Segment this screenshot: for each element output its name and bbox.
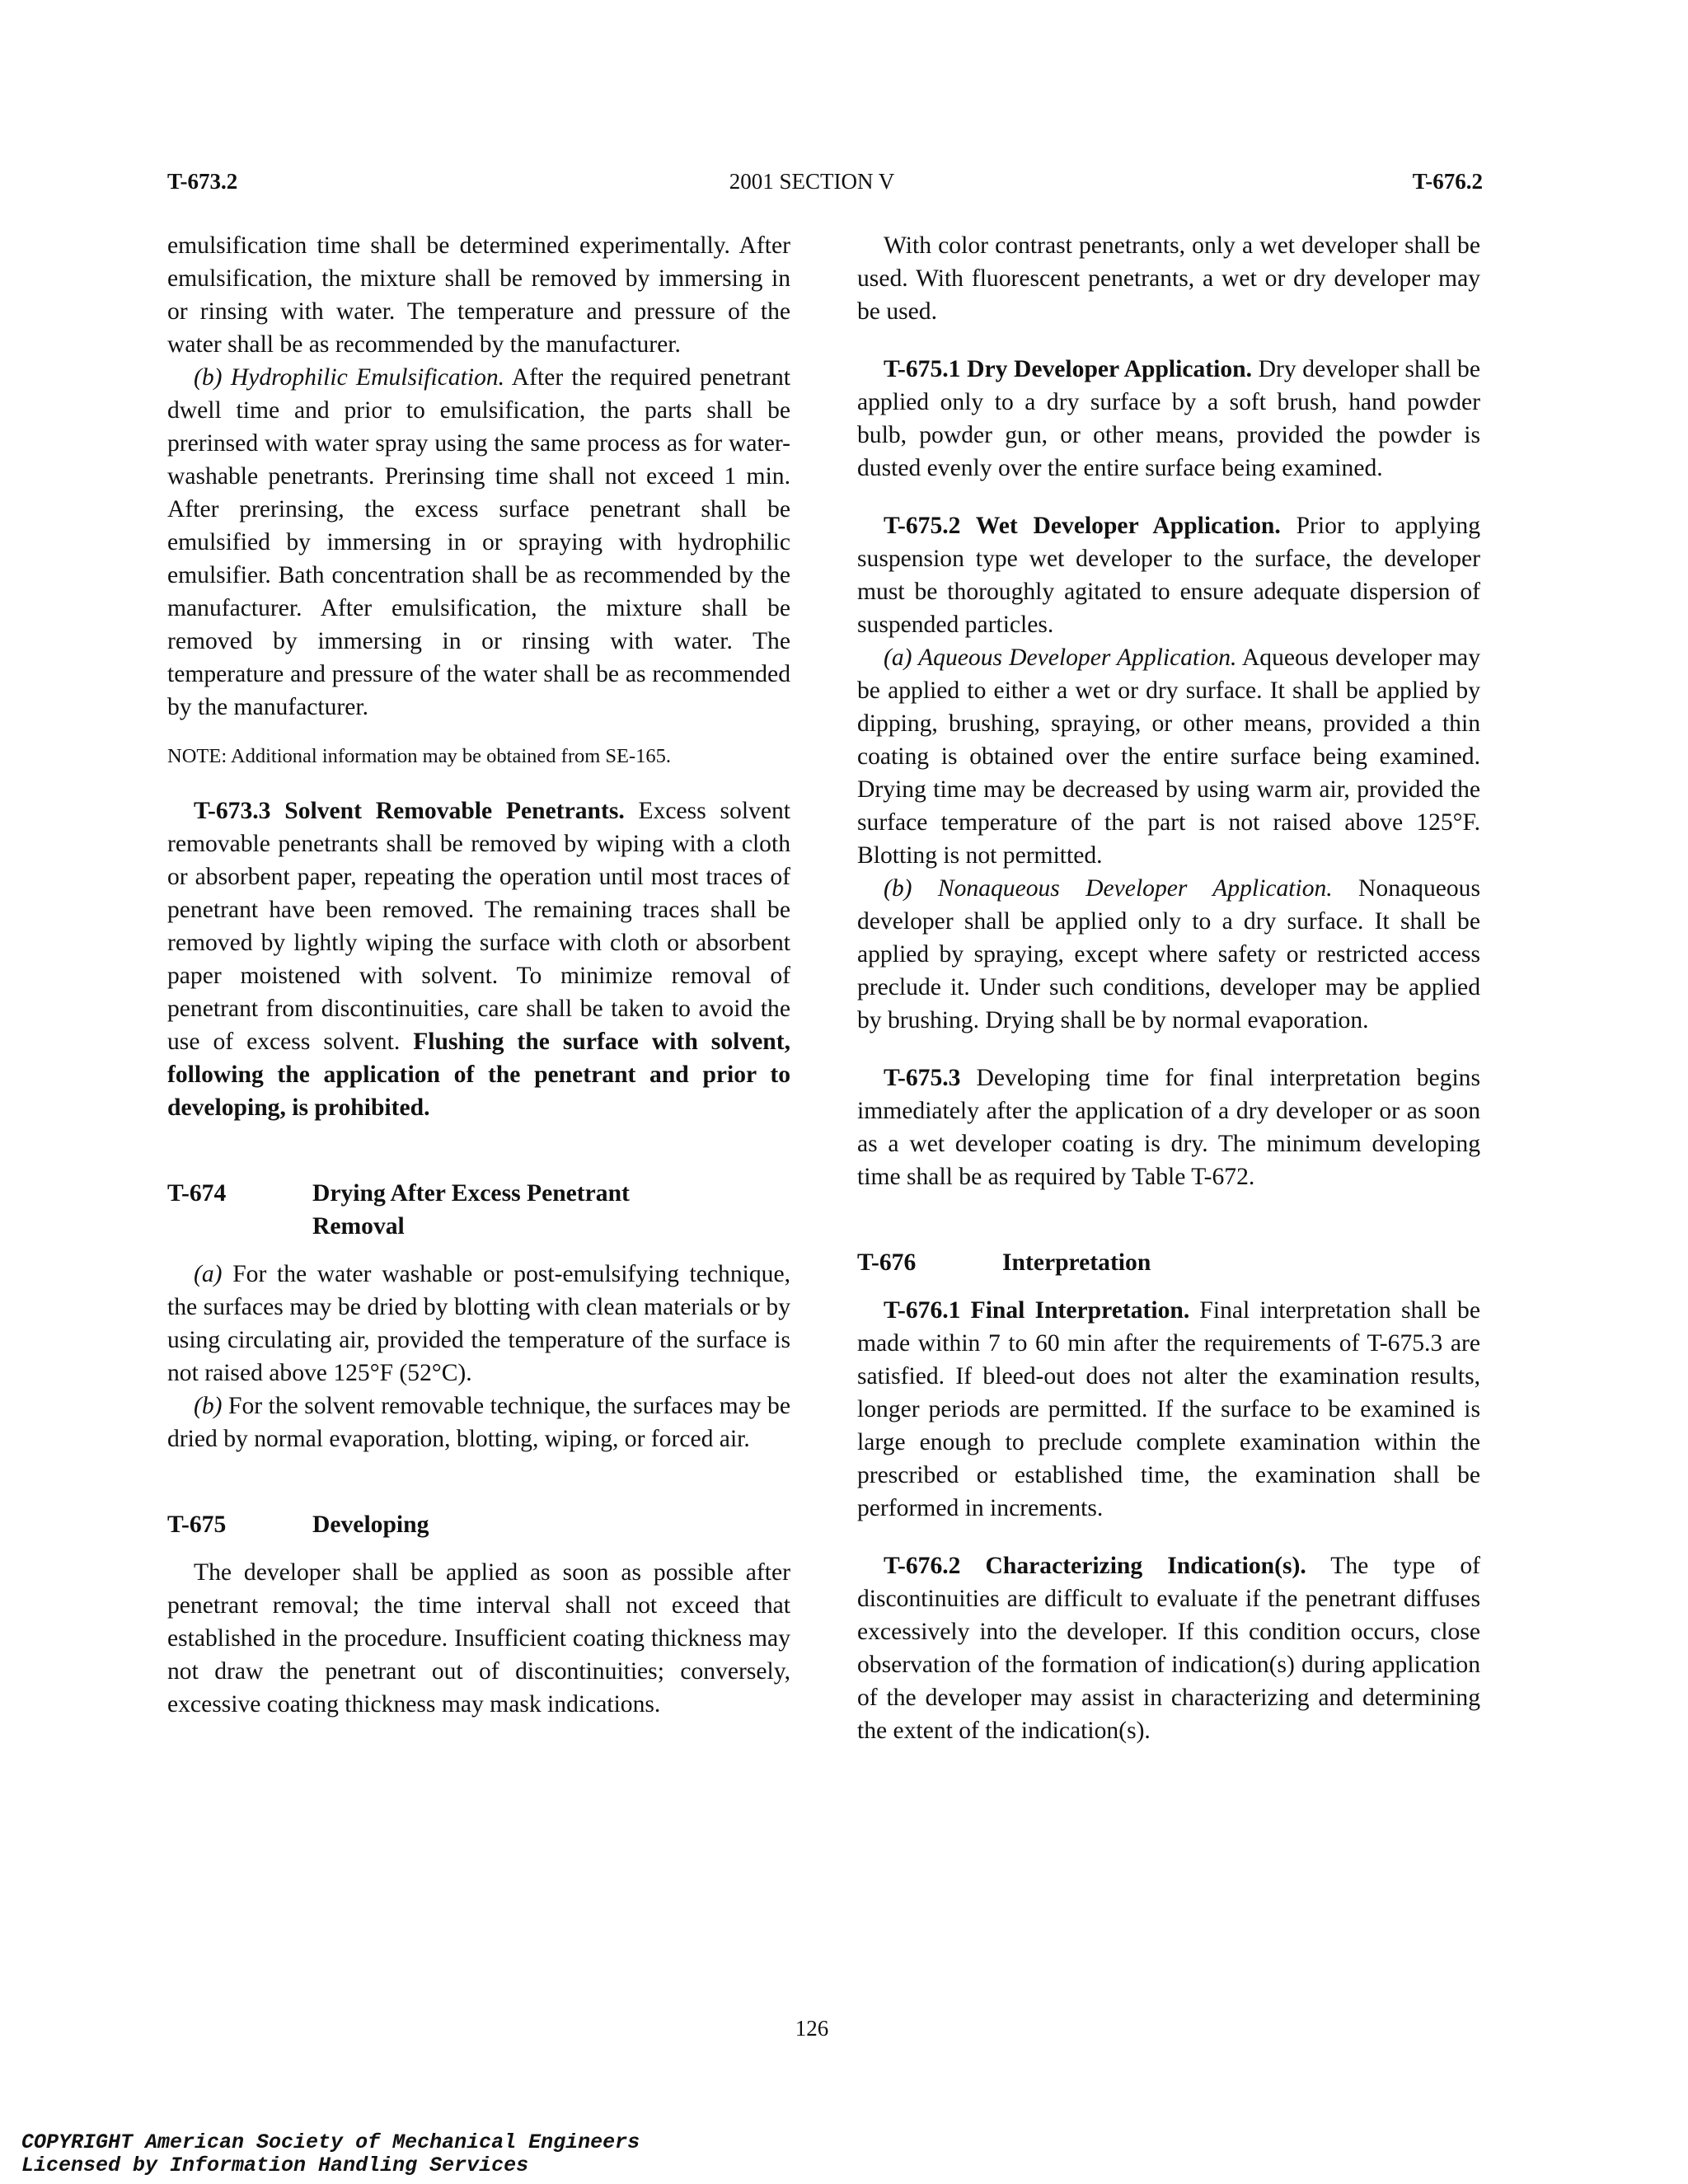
paragraph-t-675-3 bbox=[857, 1062, 1480, 1193]
item-label: (b) bbox=[194, 1393, 223, 1419]
paragraph-t-675-2-b bbox=[857, 872, 1480, 1037]
paragraph-text: The type of discontinuities are difficult to evaluate if the penetrant diffuses excessively into the developer. If this condition occurs, close observation of the formation of indication(s) during application of the developer may assist in characterizing and determining the extent of the indication(s). bbox=[857, 1553, 1480, 1744]
subsection-label: (b) Nonaqueous Developer Application. bbox=[884, 875, 1333, 902]
paragraph-text: For the water washable or post-emulsifying technique, the surfaces may be dried by blotting with clean materials or by using circulating air, provided the temperature of the surface is not raised above 125°F (52°C). bbox=[167, 1261, 790, 1386]
paragraph-text: For the solvent removable technique, the surfaces may be dried by normal evaporation, blotting, wiping, or forced air. bbox=[167, 1393, 790, 1452]
section-number: T-674 bbox=[167, 1180, 227, 1207]
section-heading-t-676 bbox=[857, 1246, 1480, 1279]
paragraph-text: Developing time for final interpretation begins immediately after the application of a dry developer or as soon as a wet developer coating is dry. The minimum developing time shall be as required by Table T-672. bbox=[857, 1065, 1480, 1190]
license-line: Licensed by Information Handling Services bbox=[21, 2154, 529, 2177]
section-heading-t-675-1: T-675.1 Dry Developer Application. bbox=[884, 356, 1253, 382]
section-heading-t-676-1: T-676.1 Final Interpretation. bbox=[884, 1297, 1190, 1324]
note: NOTE: Additional information may be obtained from SE-165. bbox=[167, 745, 672, 767]
paragraph-t-673-3 bbox=[167, 794, 790, 1124]
section-number: T-676 bbox=[857, 1249, 917, 1276]
paragraph-t-674-b bbox=[167, 1390, 790, 1455]
section-heading-t-675-3: T-675.3 bbox=[884, 1065, 961, 1091]
section-heading-t-676-2: T-676.2 Characterizing Indication(s). bbox=[884, 1553, 1306, 1579]
subsection-label: (b) Hydrophilic Emulsification. bbox=[194, 364, 505, 391]
paragraph-t-675-2-a bbox=[857, 641, 1480, 872]
running-header-left: T-673.2 bbox=[167, 169, 238, 194]
paragraph-text: Prior to applying suspension type wet developer to the surface, the developer must be thoroughly agitated to ensure adequate dispersion of suspended particles. bbox=[857, 513, 1480, 638]
emphasis-prohibition: Flushing the surface with solvent, following the application of the penetrant and prior to developing, is prohibited. bbox=[167, 1029, 790, 1121]
paragraph-emulsification-continued: emulsification time shall be determined experimentally. After emulsification, the mixture shall be removed by immersing in or rinsing with water. The temperature and pressure of the water shall be as recommended by the manufacturer. bbox=[167, 232, 790, 358]
running-header-right: T-676.2 bbox=[1412, 169, 1483, 194]
paragraph-text: Excess solvent removable penetrants shall be removed by wiping with a cloth or absorbent paper, repeating the operation until most traces of penetrant have been removed. The remaining traces shall be removed by lightly wiping the surface with cloth or absorbent paper moistened with solvent. To minimize removal of penetrant from discontinuities, care shall be taken to avoid the use of excess solvent. bbox=[167, 798, 790, 1055]
paragraph-hydrophilic-emulsification bbox=[167, 361, 790, 724]
paragraph-text: Nonaqueous developer shall be applied only to a dry surface. It shall be applied by spraying, except where safety or restricted access preclude it. Under such conditions, developer may be applied by brushing. Drying shall be by normal evaporation. bbox=[857, 875, 1480, 1033]
paragraph-text: Aqueous developer may be applied to either a wet or dry surface. It shall be applied by dipping, brushing, spraying, or other means, provided a thin coating is obtained over the entire surface being examined. Drying time may be decreased by using warm air, provided the surface temperature of the part is not raised above 125°F. Blotting is not permitted. bbox=[857, 644, 1480, 869]
paragraph-t-676-1 bbox=[857, 1294, 1480, 1525]
paragraph-t-674-a bbox=[167, 1258, 790, 1390]
section-heading-t-674 bbox=[167, 1177, 790, 1243]
running-header-center: 2001 SECTION V bbox=[729, 169, 895, 194]
paragraph-text: Dry developer shall be applied only to a dry surface by a soft brush, hand powder bulb, powder gun, or other means, provided the powder is dusted evenly over the entire surface being examined. bbox=[857, 356, 1480, 481]
subsection-label: (a) Aqueous Developer Application. bbox=[884, 644, 1237, 671]
paragraph-t-675: The developer shall be applied as soon as possible after penetrant removal; the time interval shall not exceed that established in the procedure. Insufficient coating thickness may not draw the penetrant out of discontinuities; conversely, excessive coating thickness may mask indications. bbox=[167, 1559, 790, 1718]
paragraph-developer-types: With color contrast penetrants, only a wet developer shall be used. With fluorescent penetrants, a wet or dry developer may be used. bbox=[857, 232, 1480, 325]
section-heading-t-675 bbox=[167, 1508, 790, 1541]
paragraph-t-675-1 bbox=[857, 353, 1480, 485]
paragraph-text: After the required penetrant dwell time and prior to emulsification, the parts shall be prerinsed with water spray using the same process as for water-washable penetrants. Prerinsing time shall not exceed 1 min. After prerinsing, the excess surface penetrant shall be emulsified by immersing in or spraying with hydrophilic emulsifier. Bath concentration shall be as recommended by the manufacturer. After emulsification, the mixture shall be removed by immersing in or rinsing with water. The temperature and pressure of the water shall be as recommended by the manufacturer. bbox=[167, 364, 790, 720]
paragraph-text: Final interpretation shall be made within 7 to 60 min after the requirements of T-675.3 are satisfied. If bleed-out does not alter the examination results, longer periods are permitted. If the surface to be examined is large enough to preclude complete examination within the prescribed or established time, the examination shall be performed in increments. bbox=[857, 1297, 1480, 1521]
item-label: (a) bbox=[194, 1261, 223, 1287]
page-number: 126 bbox=[795, 2016, 829, 2041]
section-title: Developing bbox=[312, 1511, 429, 1538]
copyright-line: COPYRIGHT American Society of Mechanical Engineers bbox=[21, 2130, 640, 2154]
section-title: Interpretation bbox=[1002, 1249, 1151, 1276]
paragraph-t-676-2 bbox=[857, 1549, 1480, 1747]
section-heading-t-675-2: T-675.2 Wet Developer Application. bbox=[884, 513, 1281, 539]
left-column bbox=[167, 229, 790, 1721]
paragraph-t-675-2 bbox=[857, 509, 1480, 641]
section-heading-t-673-3: T-673.3 Solvent Removable Penetrants. bbox=[194, 798, 625, 824]
section-number: T-675 bbox=[167, 1511, 227, 1538]
right-column bbox=[857, 229, 1480, 1747]
section-title: Drying After Excess Penetrant Removal bbox=[312, 1180, 630, 1240]
